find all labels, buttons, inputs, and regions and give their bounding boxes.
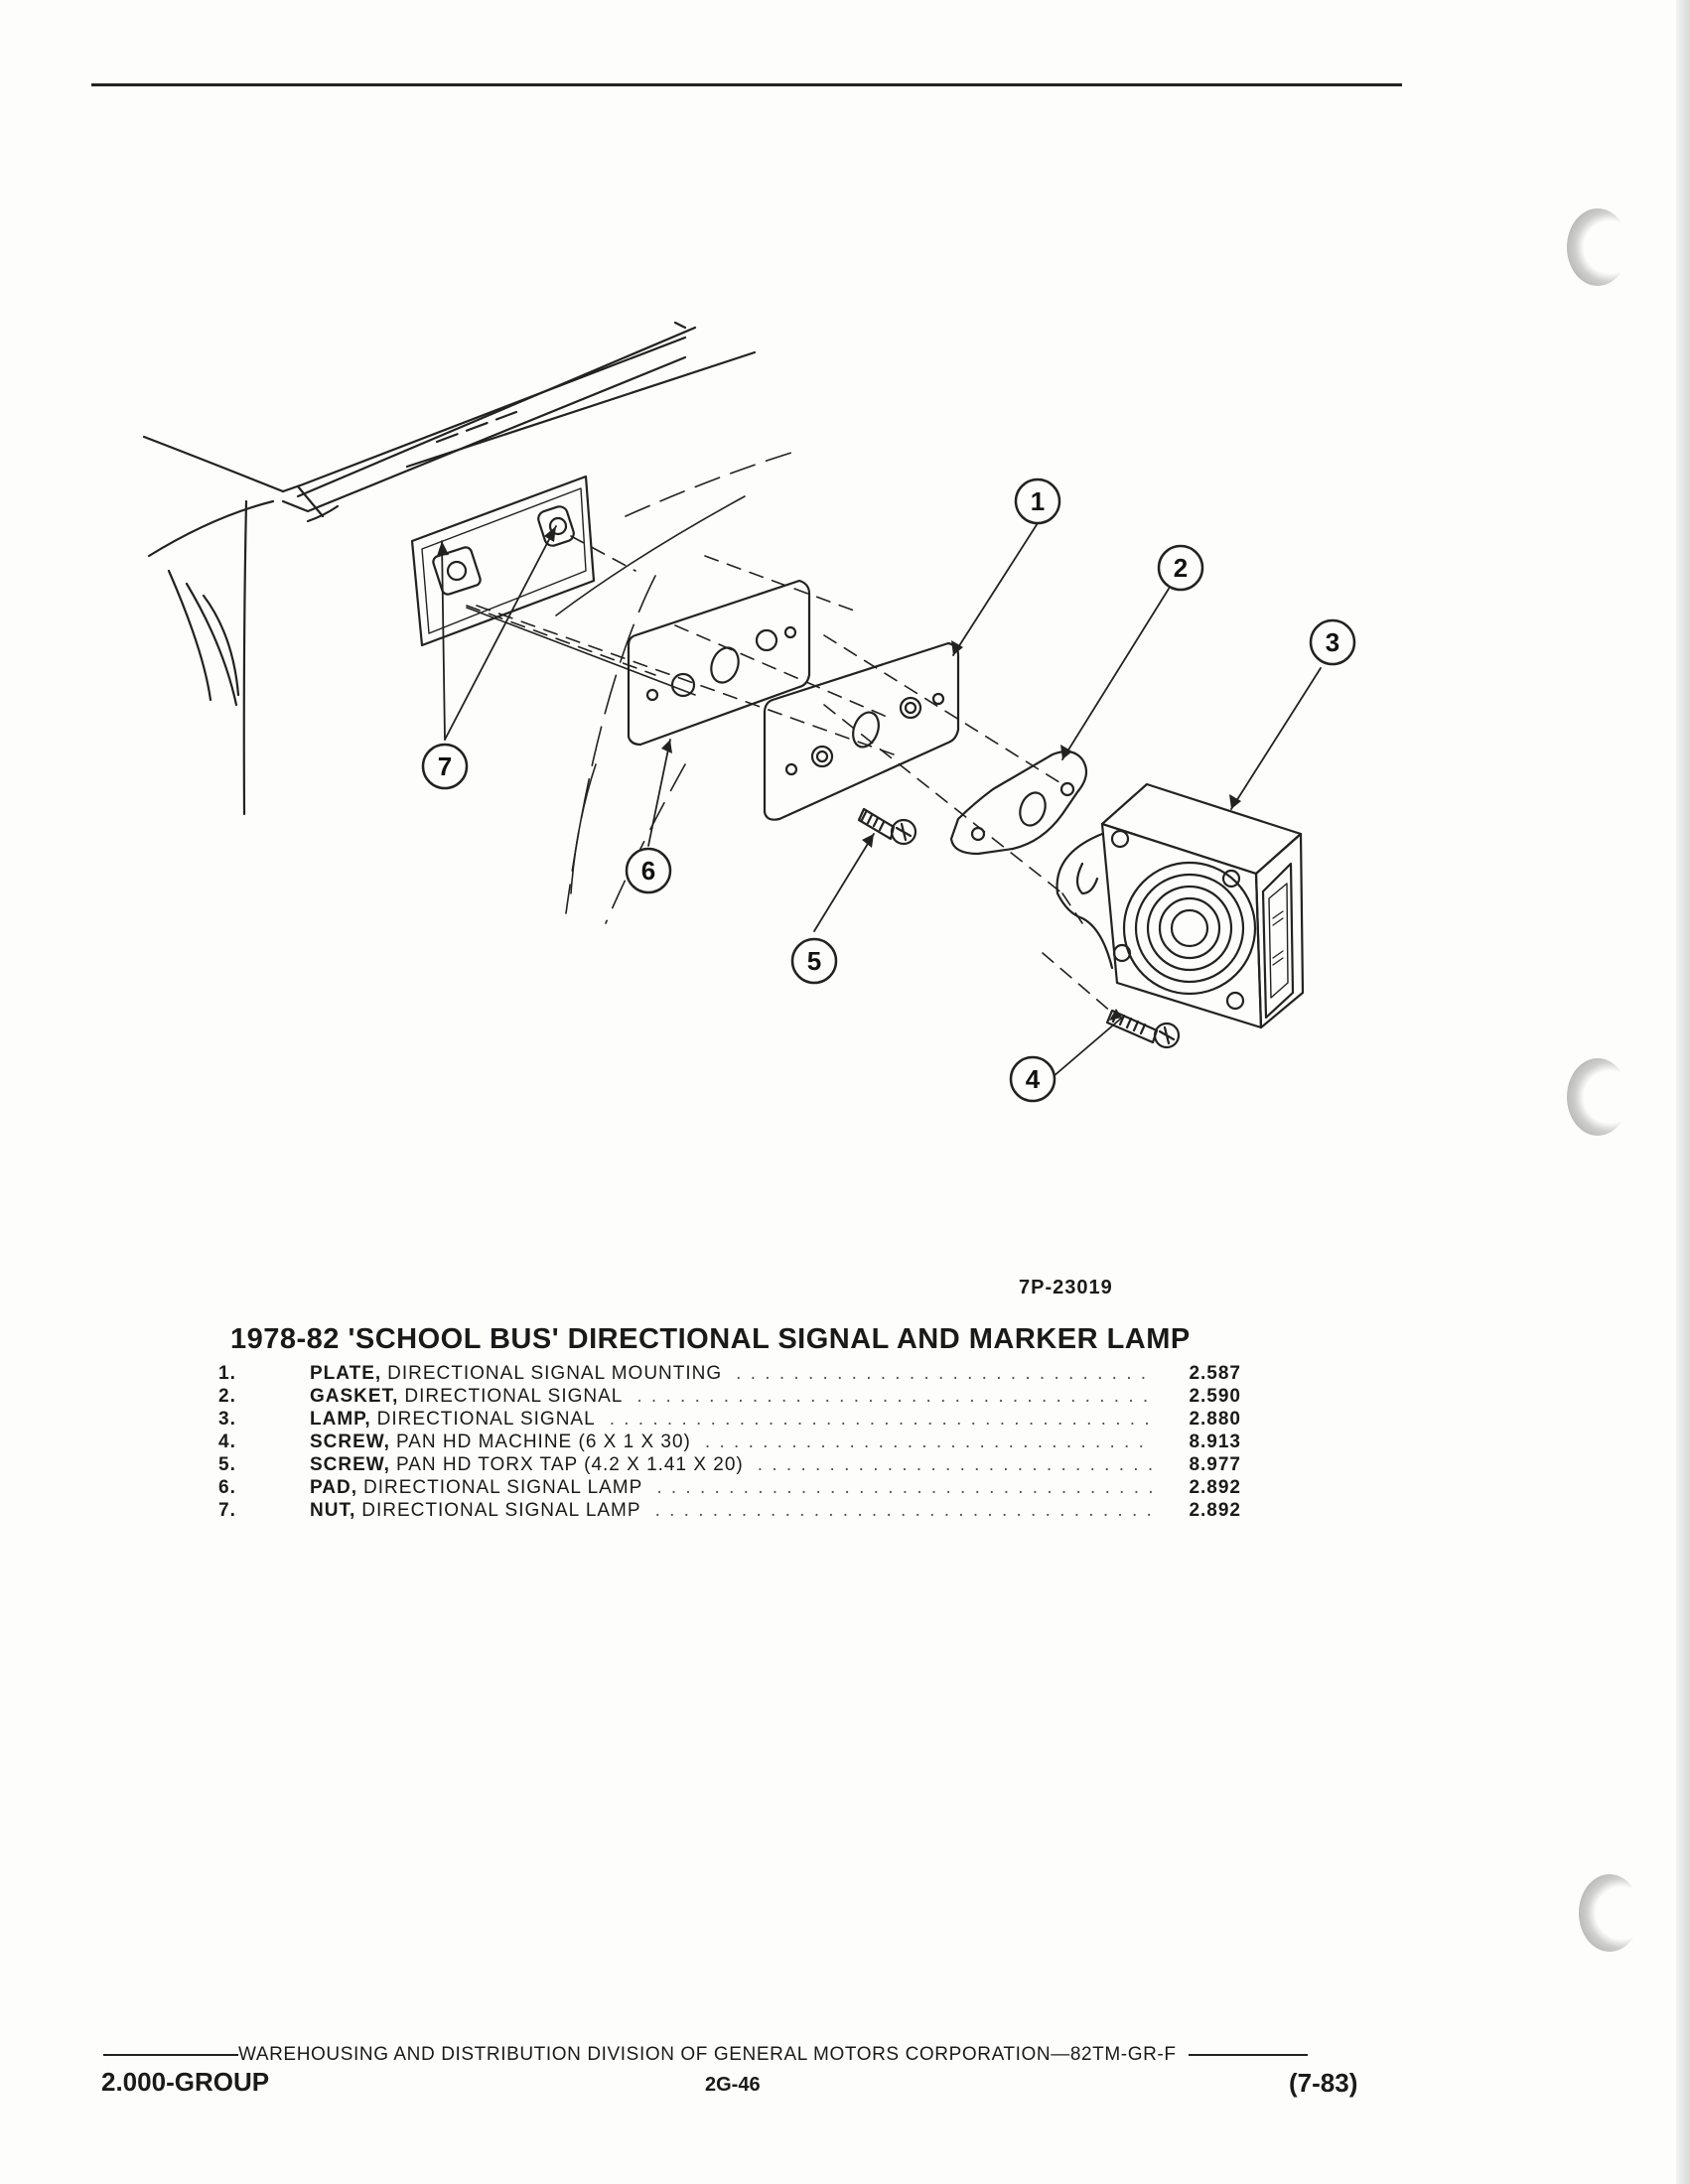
callout-4 [1011, 1057, 1055, 1101]
body-mounting-bracket [412, 477, 594, 645]
part-description: DIRECTIONAL SIGNAL MOUNTING [387, 1363, 723, 1384]
leader-dots [736, 1363, 1154, 1385]
svg-text:1: 1 [1030, 486, 1046, 516]
parts-list-row [218, 1432, 1241, 1454]
footer-group: 2.000-GROUP [101, 2067, 270, 2097]
pad-part-6 [629, 581, 809, 745]
leader-dots [705, 1432, 1154, 1453]
callout-3 [1311, 620, 1354, 664]
footer-page-number: 2G-46 [705, 2074, 761, 2096]
part-name: PLATE, [310, 1363, 382, 1384]
figure-id: 7P-23019 [1019, 1277, 1113, 1298]
parts-list-row [218, 1500, 1241, 1523]
part-description: DIRECTIONAL SIGNAL [404, 1386, 624, 1407]
part-name: LAMP, [310, 1409, 371, 1430]
footer-date: (7-83) [1289, 2068, 1358, 2098]
part-name: SCREW, [310, 1454, 390, 1475]
part-reference: 2.892 [1189, 1477, 1241, 1498]
parts-list-row [218, 1386, 1241, 1409]
part-name: PAD, [310, 1477, 357, 1498]
parts-list-row [218, 1363, 1241, 1386]
part-reference: 2.892 [1189, 1500, 1241, 1521]
footer-publisher-line [103, 2044, 1364, 2066]
part-number: 5. [218, 1454, 236, 1475]
part-name: GASKET, [310, 1386, 399, 1407]
part-number: 6. [218, 1477, 236, 1498]
callout-5 [792, 939, 836, 983]
part-name: NUT, [310, 1500, 356, 1521]
part-reference: 2.880 [1189, 1409, 1241, 1430]
footer-rule-left [103, 2054, 238, 2056]
svg-text:7: 7 [437, 751, 453, 781]
punch-hole-bottom [1579, 1874, 1640, 1952]
part-reference: 2.587 [1189, 1363, 1241, 1384]
vehicle-body [144, 323, 794, 923]
footer-publisher: WAREHOUSING AND DISTRIBUTION DIVISION OF GENERAL MOTORS CORPORATION—82TM-GR-F [238, 2044, 1177, 2065]
leader-dots [758, 1454, 1154, 1476]
arrowheads [437, 526, 1241, 1021]
svg-text:4: 4 [1025, 1064, 1041, 1094]
leader-dots [610, 1409, 1154, 1431]
part-name: SCREW, [310, 1432, 390, 1452]
part-reference: 8.913 [1189, 1432, 1241, 1452]
callout-1 [1016, 479, 1059, 523]
page-title: 1978-82 'SCHOOL BUS' DIRECTIONAL SIGNAL AND MARKER LAMP [230, 1323, 1191, 1355]
parts-list-row [218, 1409, 1241, 1432]
footer-rule-right [1189, 2054, 1308, 2056]
part-reference: 8.977 [1189, 1454, 1241, 1475]
part-description: DIRECTIONAL SIGNAL LAMP [361, 1500, 641, 1521]
svg-text:3: 3 [1325, 627, 1340, 657]
part-description: PAN HD MACHINE (6 X 1 X 30) [395, 1432, 691, 1452]
gasket-part-2 [951, 751, 1086, 854]
parts-list-row [218, 1454, 1241, 1477]
part-number: 1. [218, 1363, 236, 1384]
part-description: DIRECTIONAL SIGNAL LAMP [362, 1477, 643, 1498]
callout-7 [423, 745, 467, 788]
callout-6 [627, 849, 670, 892]
part-reference: 2.590 [1189, 1386, 1241, 1407]
svg-text:5: 5 [806, 946, 822, 976]
part-description: PAN HD TORX TAP (4.2 X 1.41 X 20) [395, 1454, 744, 1475]
parts-list [218, 1363, 1241, 1523]
lamp-part-3 [1057, 784, 1303, 1027]
part-number: 2. [218, 1386, 236, 1407]
alignment-line-solid [467, 608, 695, 695]
callout-2 [1159, 546, 1202, 590]
callouts [423, 479, 1354, 1101]
parts-list-row [218, 1477, 1241, 1500]
svg-text:2: 2 [1173, 553, 1189, 583]
leader-dots [656, 1477, 1154, 1499]
part-number: 3. [218, 1409, 236, 1430]
leader-dots [636, 1386, 1154, 1408]
plate-part-1 [765, 643, 958, 820]
part-number: 4. [218, 1432, 236, 1452]
leader-dots [655, 1500, 1154, 1522]
svg-text:6: 6 [640, 856, 656, 886]
part-number: 7. [218, 1500, 236, 1521]
part-description: DIRECTIONAL SIGNAL [376, 1409, 596, 1430]
